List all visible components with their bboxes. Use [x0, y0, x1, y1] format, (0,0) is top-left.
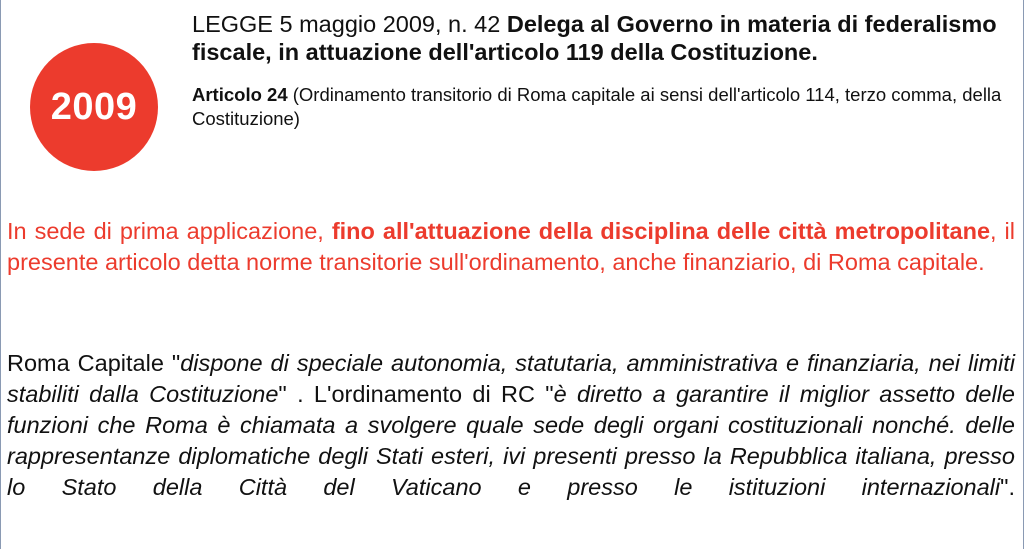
rc-connector: " . L'ordinamento di RC " [278, 381, 554, 407]
left-border [0, 0, 1, 549]
transitional-paragraph [7, 216, 1015, 278]
rc-quote-functions: è diretto a garantire il miglior assetto delle funzioni che Roma è chiamata a svolgere quale sede degli organi costituzionali nonché. delle rappresentanze diplomatiche degli Stati esteri, ivi presenti presso la Repubblica italiana, presso lo Stato della Città del Vaticano e presso le istituzioni internazionali [7, 381, 1015, 500]
roma-capitale-paragraph [7, 348, 1015, 503]
transitional-highlight: fino all'attuazione della disciplina delle città metropolitane [331, 218, 991, 244]
rc-closing: ". [1000, 474, 1015, 500]
year-badge [30, 43, 158, 171]
article-description: (Ordinamento transitorio di Roma capitale ai sensi dell'articolo 114, terzo comma, della Costituzione) [192, 84, 1002, 129]
transitional-rest: , il presente articolo detta norme transitorie sull'ordinamento, anche finanziario, di Roma capitale. [7, 218, 1015, 275]
year-badge-label: 2009 [50, 85, 138, 128]
rc-intro: Roma Capitale " [7, 350, 181, 376]
law-title [192, 10, 1007, 66]
law-reference: LEGGE 5 maggio 2009, n. 42 [192, 11, 507, 37]
article-label: Articolo 24 [192, 84, 288, 105]
rc-quote-autonomy: dispone di speciale autonomia, statutaria, amministrativa e finanziaria, nei limiti stabiliti dalla Costituzione [7, 350, 1015, 407]
transitional-intro: In sede di prima applicazione, [7, 218, 332, 244]
article-line [192, 83, 1007, 131]
law-subject: Delega al Governo in materia di federalismo fiscale, in attuazione dell'articolo 119 della Costituzione. [192, 11, 997, 65]
law-header [192, 10, 1007, 131]
